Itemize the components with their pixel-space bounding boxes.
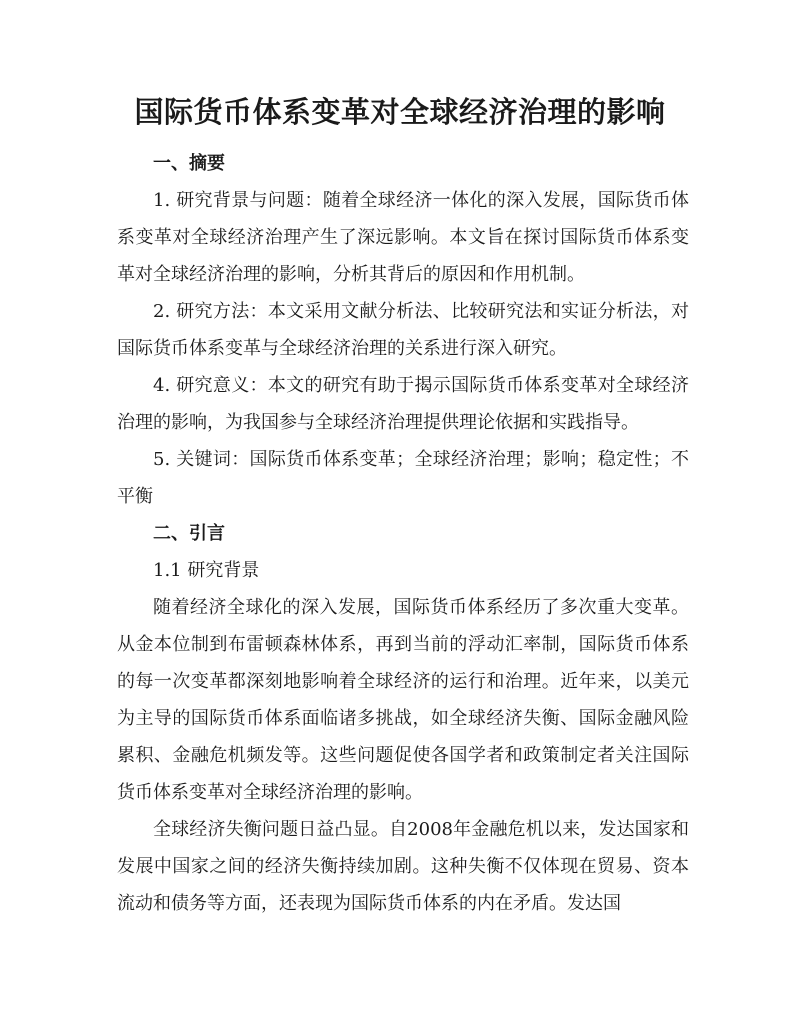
body-paragraph: 随着经济全球化的深入发展，国际货币体系经历了多次重大变革。从金本位制到布雷顿森林体系，再到当前的浮动汇率制，国际货币体系的每一次变革都深刻地影响着全球经济的运行和治理。近年来，以美元为主导的国际货币体系面临诸多挑战，如全球经济失衡、国际金融风险累积、金融危机频发等。这些问题促使各国学者和政策制定者关注国际货币体系变革对全球经济治理的影响。 (117, 597, 689, 803)
section-heading-intro: 二、引言 (153, 523, 225, 544)
section-heading-abstract: 一、摘要 (153, 153, 225, 174)
document-body (117, 145, 689, 922)
document-title: 国际货币体系变革对全球经济治理的影响 (134, 95, 666, 129)
abstract-paragraph-1: 1. 研究背景与问题：随着全球经济一体化的深入发展，国际货币体系变革对全球经济治理产生了深远影响。本文旨在探讨国际货币体系变革对全球经济治理的影响，分析其背后的原因和作用机制。 (117, 190, 689, 285)
subsection-heading-1-1: 1.1 研究背景 (153, 560, 260, 581)
abstract-paragraph-2: 2. 研究方法：本文采用文献分析法、比较研究法和实证分析法，对国际货币体系变革与全球经济治理的关系进行深入研究。 (117, 301, 689, 359)
abstract-paragraph-4: 4. 研究意义：本文的研究有助于揭示国际货币体系变革对全球经济治理的影响，为我国参与全球经济治理提供理论依据和实践指导。 (117, 375, 689, 433)
abstract-keywords: 5. 关键词：国际货币体系变革；全球经济治理；影响；稳定性；不平衡 (117, 449, 689, 507)
body-paragraph: 全球经济失衡问题日益凸显。自2008年金融危机以来，发达国家和发展中国家之间的经济失衡持续加剧。这种失衡不仅体现在贸易、资本流动和债务等方面，还表现为国际货币体系的内在矛盾。发达国 (117, 819, 689, 914)
